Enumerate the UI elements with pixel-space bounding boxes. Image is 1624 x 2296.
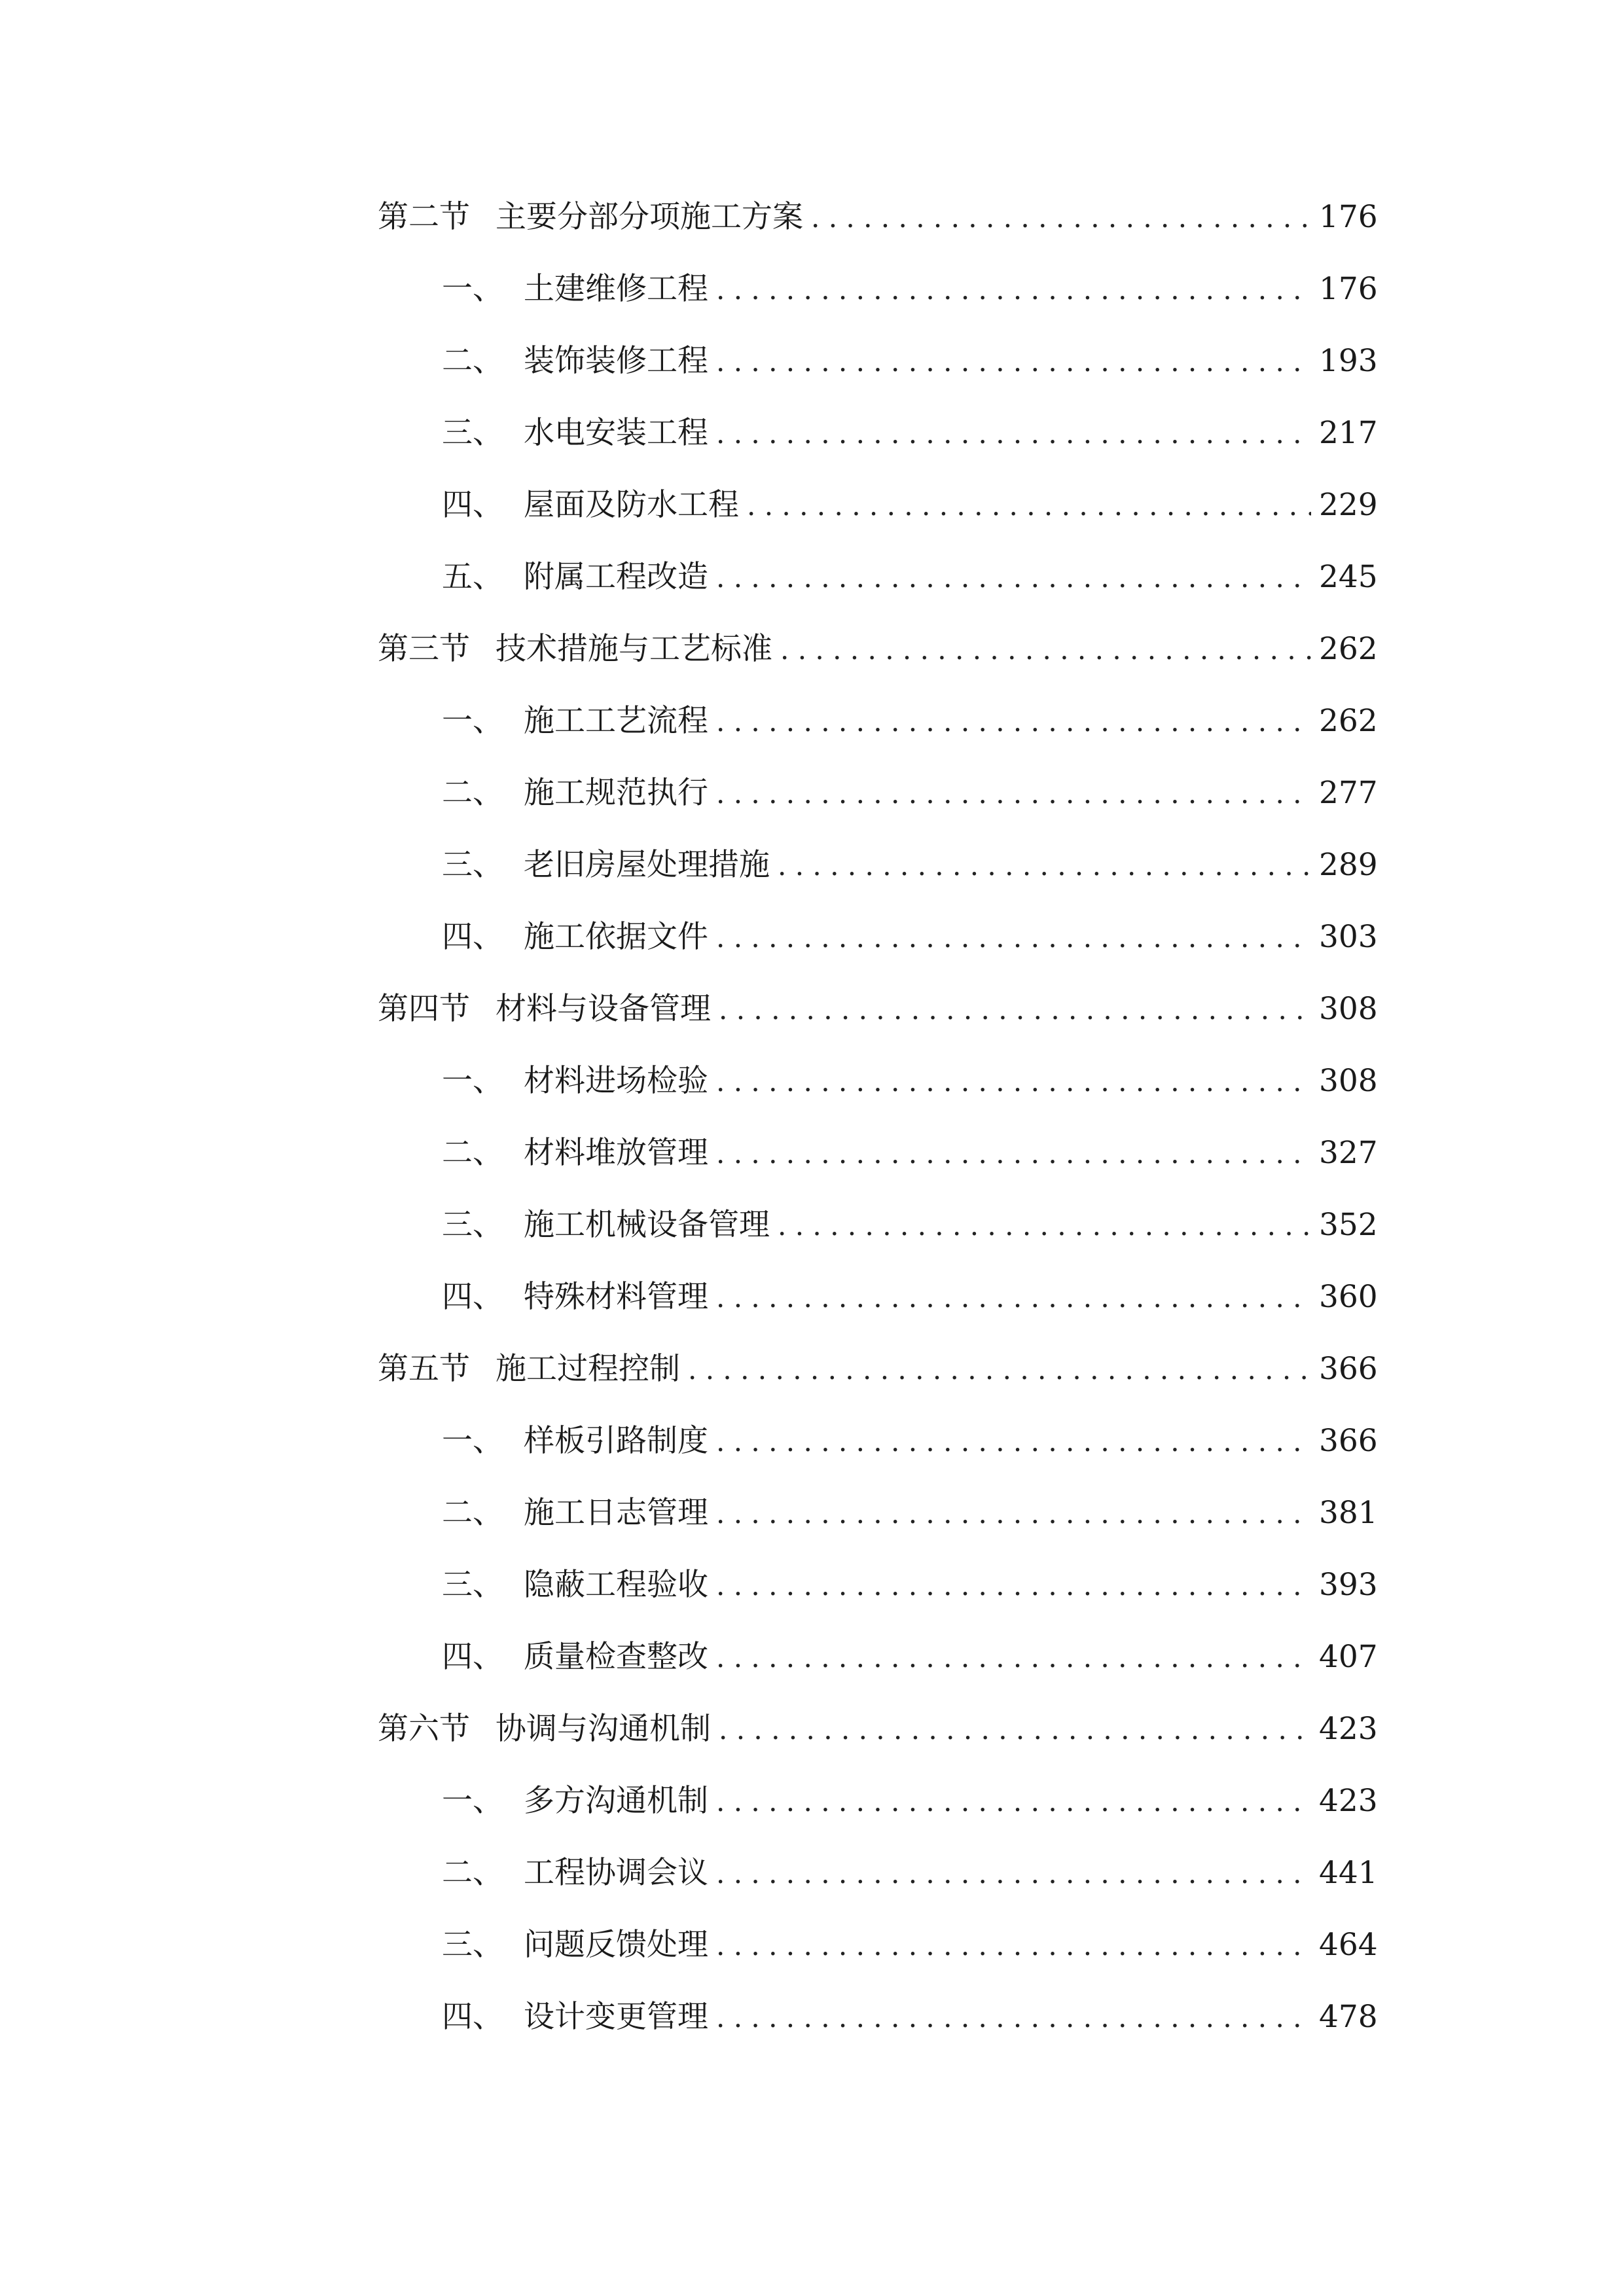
toc-title: 施工规范执行 — [524, 775, 708, 811]
toc-number: 四、 — [442, 919, 503, 955]
toc-page-number: 366 — [1319, 1351, 1378, 1387]
toc-entry[interactable] — [378, 554, 1378, 626]
toc-entry[interactable] — [378, 1994, 1378, 2066]
toc-number: 第六节 — [378, 1711, 470, 1747]
toc-number: 二、 — [442, 343, 503, 379]
toc-page-number: 478 — [1319, 1999, 1378, 2035]
toc-title: 隐蔽工程验收 — [524, 1567, 708, 1603]
toc-number: 三、 — [442, 847, 503, 883]
toc-number: 一、 — [442, 271, 503, 307]
dot-leader — [811, 194, 1311, 242]
toc-number: 三、 — [442, 415, 503, 451]
toc-page-number: 381 — [1319, 1495, 1378, 1531]
toc-entry[interactable] — [378, 1706, 1378, 1778]
toc-entry[interactable] — [378, 986, 1378, 1058]
toc-title: 设计变更管理 — [524, 1999, 708, 2035]
toc-title: 问题反馈处理 — [524, 1927, 708, 1963]
toc-page-number: 176 — [1319, 199, 1378, 235]
toc-page-number: 176 — [1319, 271, 1378, 307]
toc-entry[interactable] — [378, 626, 1378, 698]
dot-leader — [716, 554, 1311, 601]
dot-leader — [716, 1058, 1311, 1105]
dot-leader — [716, 1418, 1311, 1465]
toc-title: 主要分部分项施工方案 — [496, 199, 803, 235]
dot-leader — [716, 1562, 1311, 1609]
toc-title: 样板引路制度 — [524, 1423, 708, 1459]
toc-title: 材料堆放管理 — [524, 1135, 708, 1171]
toc-page-number: 441 — [1319, 1855, 1378, 1891]
toc-number: 第三节 — [378, 631, 470, 667]
dot-leader — [716, 1274, 1311, 1321]
toc-entry[interactable] — [378, 482, 1378, 554]
toc-number: 三、 — [442, 1927, 503, 1963]
toc-title: 协调与沟通机制 — [496, 1711, 711, 1747]
toc-number: 一、 — [442, 1783, 503, 1819]
toc-entry[interactable] — [378, 1058, 1378, 1130]
dot-leader — [778, 1202, 1311, 1249]
toc-entry[interactable] — [378, 338, 1378, 410]
dot-leader — [716, 914, 1311, 961]
toc-title: 施工机械设备管理 — [524, 1207, 770, 1243]
toc-page-number: 366 — [1319, 1423, 1378, 1459]
toc-entry[interactable] — [378, 1778, 1378, 1850]
toc-number: 四、 — [442, 487, 503, 523]
dot-leader — [716, 410, 1311, 457]
toc-page-number: 352 — [1319, 1207, 1378, 1243]
toc-entry[interactable] — [378, 1562, 1378, 1634]
toc-entry[interactable] — [378, 1202, 1378, 1274]
toc-title: 材料进场检验 — [524, 1063, 708, 1099]
toc-entry[interactable] — [378, 410, 1378, 482]
toc-page-number: 277 — [1319, 775, 1378, 811]
toc-title: 装饰装修工程 — [524, 343, 708, 379]
toc-title: 技术措施与工艺标准 — [496, 631, 772, 667]
toc-title: 土建维修工程 — [524, 271, 708, 307]
toc-entry[interactable] — [378, 266, 1378, 338]
toc-number: 第五节 — [378, 1351, 470, 1387]
dot-leader — [716, 1850, 1311, 1897]
toc-number: 第二节 — [378, 199, 470, 235]
toc-entry[interactable] — [378, 1634, 1378, 1706]
dot-leader — [716, 1778, 1311, 1825]
toc-number: 五、 — [442, 559, 503, 595]
toc-title: 附属工程改造 — [524, 559, 708, 595]
toc-title: 质量检查整改 — [524, 1639, 708, 1675]
toc-number: 二、 — [442, 1495, 503, 1531]
toc-page-number: 245 — [1319, 559, 1378, 595]
dot-leader — [716, 1922, 1311, 1969]
toc-title: 水电安装工程 — [524, 415, 708, 451]
dot-leader — [716, 338, 1311, 386]
dot-leader — [719, 1706, 1311, 1753]
toc-page-number: 193 — [1319, 343, 1378, 379]
toc-entry[interactable] — [378, 770, 1378, 842]
toc-page-number: 423 — [1319, 1711, 1378, 1747]
toc-number: 一、 — [442, 1423, 503, 1459]
toc-number: 三、 — [442, 1207, 503, 1243]
toc-entry[interactable] — [378, 194, 1378, 266]
toc-entry[interactable] — [378, 1346, 1378, 1418]
toc-page-number: 308 — [1319, 991, 1378, 1027]
toc-page-number: 407 — [1319, 1639, 1378, 1675]
toc-number: 四、 — [442, 1279, 503, 1315]
toc-title: 工程协调会议 — [524, 1855, 708, 1891]
toc-title: 施工过程控制 — [496, 1351, 680, 1387]
toc-entry[interactable] — [378, 698, 1378, 770]
toc-page-number: 360 — [1319, 1279, 1378, 1315]
toc-page-number: 464 — [1319, 1927, 1378, 1963]
toc-number: 二、 — [442, 1855, 503, 1891]
toc-title: 材料与设备管理 — [496, 991, 711, 1027]
toc-entry[interactable] — [378, 1418, 1378, 1490]
dot-leader — [716, 770, 1311, 817]
toc-entry[interactable] — [378, 1850, 1378, 1922]
toc-number: 三、 — [442, 1567, 503, 1603]
toc-entry[interactable] — [378, 842, 1378, 914]
toc-title: 特殊材料管理 — [524, 1279, 708, 1315]
toc-page-number: 262 — [1319, 703, 1378, 739]
toc-page-number: 327 — [1319, 1135, 1378, 1171]
dot-leader — [716, 1130, 1311, 1177]
toc-entry[interactable] — [378, 1130, 1378, 1202]
toc-title: 施工依据文件 — [524, 919, 708, 955]
toc-number: 四、 — [442, 1639, 503, 1675]
toc-entry[interactable] — [378, 1274, 1378, 1346]
toc-title: 施工日志管理 — [524, 1495, 708, 1531]
toc-page-number: 423 — [1319, 1783, 1378, 1819]
toc-title: 老旧房屋处理措施 — [524, 847, 770, 883]
toc-number: 四、 — [442, 1999, 503, 2035]
dot-leader — [778, 842, 1311, 889]
dot-leader — [747, 482, 1311, 529]
toc-page-number: 393 — [1319, 1567, 1378, 1603]
toc-number: 一、 — [442, 1063, 503, 1099]
toc-number: 第四节 — [378, 991, 470, 1027]
toc-page-number: 262 — [1319, 631, 1378, 667]
toc-entry[interactable] — [378, 1490, 1378, 1562]
toc-title: 多方沟通机制 — [524, 1783, 708, 1819]
dot-leader — [716, 1490, 1311, 1537]
table-of-contents — [378, 194, 1378, 2066]
dot-leader — [780, 626, 1311, 673]
toc-page-number: 308 — [1319, 1063, 1378, 1099]
dot-leader — [716, 266, 1311, 314]
toc-page-number: 303 — [1319, 919, 1378, 955]
toc-entry[interactable] — [378, 1922, 1378, 1994]
toc-page-number: 217 — [1319, 415, 1378, 451]
dot-leader — [719, 986, 1311, 1033]
toc-number: 二、 — [442, 1135, 503, 1171]
toc-title: 施工工艺流程 — [524, 703, 708, 739]
toc-number: 二、 — [442, 775, 503, 811]
toc-number: 一、 — [442, 703, 503, 739]
toc-title: 屋面及防水工程 — [524, 487, 739, 523]
dot-leader — [688, 1346, 1311, 1393]
toc-entry[interactable] — [378, 914, 1378, 986]
dot-leader — [716, 698, 1311, 745]
toc-page-number: 289 — [1319, 847, 1378, 883]
dot-leader — [716, 1634, 1311, 1681]
dot-leader — [716, 1994, 1311, 2041]
toc-page-number: 229 — [1319, 487, 1378, 523]
